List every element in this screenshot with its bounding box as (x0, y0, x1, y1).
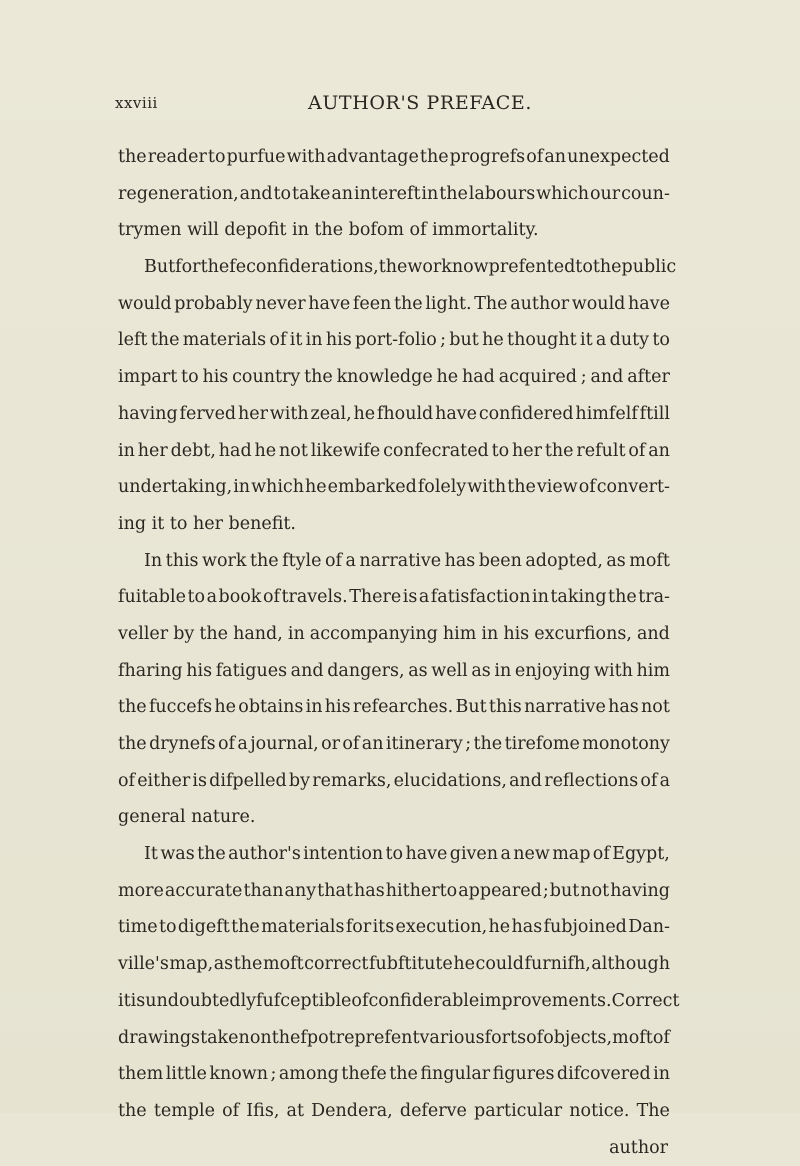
text-line: of either is difpelled by remarks, elucidations, and reflections of a (118, 770, 670, 791)
text-line: fharing his fatigues and dangers, as well as in enjoying with him (118, 660, 670, 681)
text-line: the reader to purfue with advantage the progrefs of an unexpected (118, 147, 670, 167)
text-line: having ferved her with zeal, he fhould have confidered himfelf ftill (118, 403, 670, 424)
text-line: fuitable to a book of travels. There is a fatisfaction in taking the tra- (118, 587, 670, 608)
text-line: regeneration, and to take an intereft in the labours which our coun- (118, 183, 670, 204)
text-line: would probably never have feen the light. The author would have (118, 293, 670, 314)
text-line: It was the author's intention to have given a new map of Egypt, (144, 844, 670, 865)
running-head (0, 92, 800, 122)
running-title: AUTHOR'S PREFACE. (308, 92, 532, 114)
text-line: undertaking, in which he embarked folely with the view of convert- (118, 477, 670, 498)
catchword: author (609, 1137, 668, 1158)
text-line: In this work the ftyle of a narrative has been adopted, as moft (144, 550, 670, 571)
text-line: ing it to her benefit. (118, 513, 296, 534)
text-line: trymen will depofit in the bofom of immortality. (118, 220, 539, 241)
text-line: more accurate than any that has hitherto appeared ; but not having (118, 880, 670, 901)
text-line: general nature. (118, 807, 256, 828)
text-line: them little known ; among thefe the fingular figures difcovered in (118, 1064, 670, 1085)
text-line: it is undoubtedly fufceptible of confiderable improvements. Correct (118, 990, 680, 1011)
text-line: time to digeft the materials for its execution, he has fubjoined Dan- (118, 917, 670, 938)
text-line: But for thefe confiderations, the work now prefented to the public (144, 257, 677, 278)
text-line: ville's map, as the moft correct fubftitute he could furnifh, although (118, 954, 670, 975)
text-line: left the materials of it in his port-folio ; but he thought it a duty to (118, 330, 670, 351)
text-line: the fuccefs he obtains in his refearches. But this narrative has not (118, 697, 670, 718)
text-line: the drynefs of a journal, or of an itinerary ; the tirefome monotony (118, 734, 670, 754)
page-number: xxviii (115, 94, 158, 112)
text-line: veller by the hand, in accompanying him in his excurfions, and (118, 623, 670, 644)
text-line: drawings taken on the fpot reprefent various forts of objects, moft of (118, 1027, 670, 1048)
body-text (118, 139, 680, 1166)
text-line: impart to his country the knowledge he had acquired ; and after (118, 367, 670, 388)
text-line: the temple of Ifis, at Dendera, deferve particular notice. The (118, 1100, 670, 1121)
text-line: in her debt, had he not likewife confecrated to her the refult of an (118, 440, 670, 461)
